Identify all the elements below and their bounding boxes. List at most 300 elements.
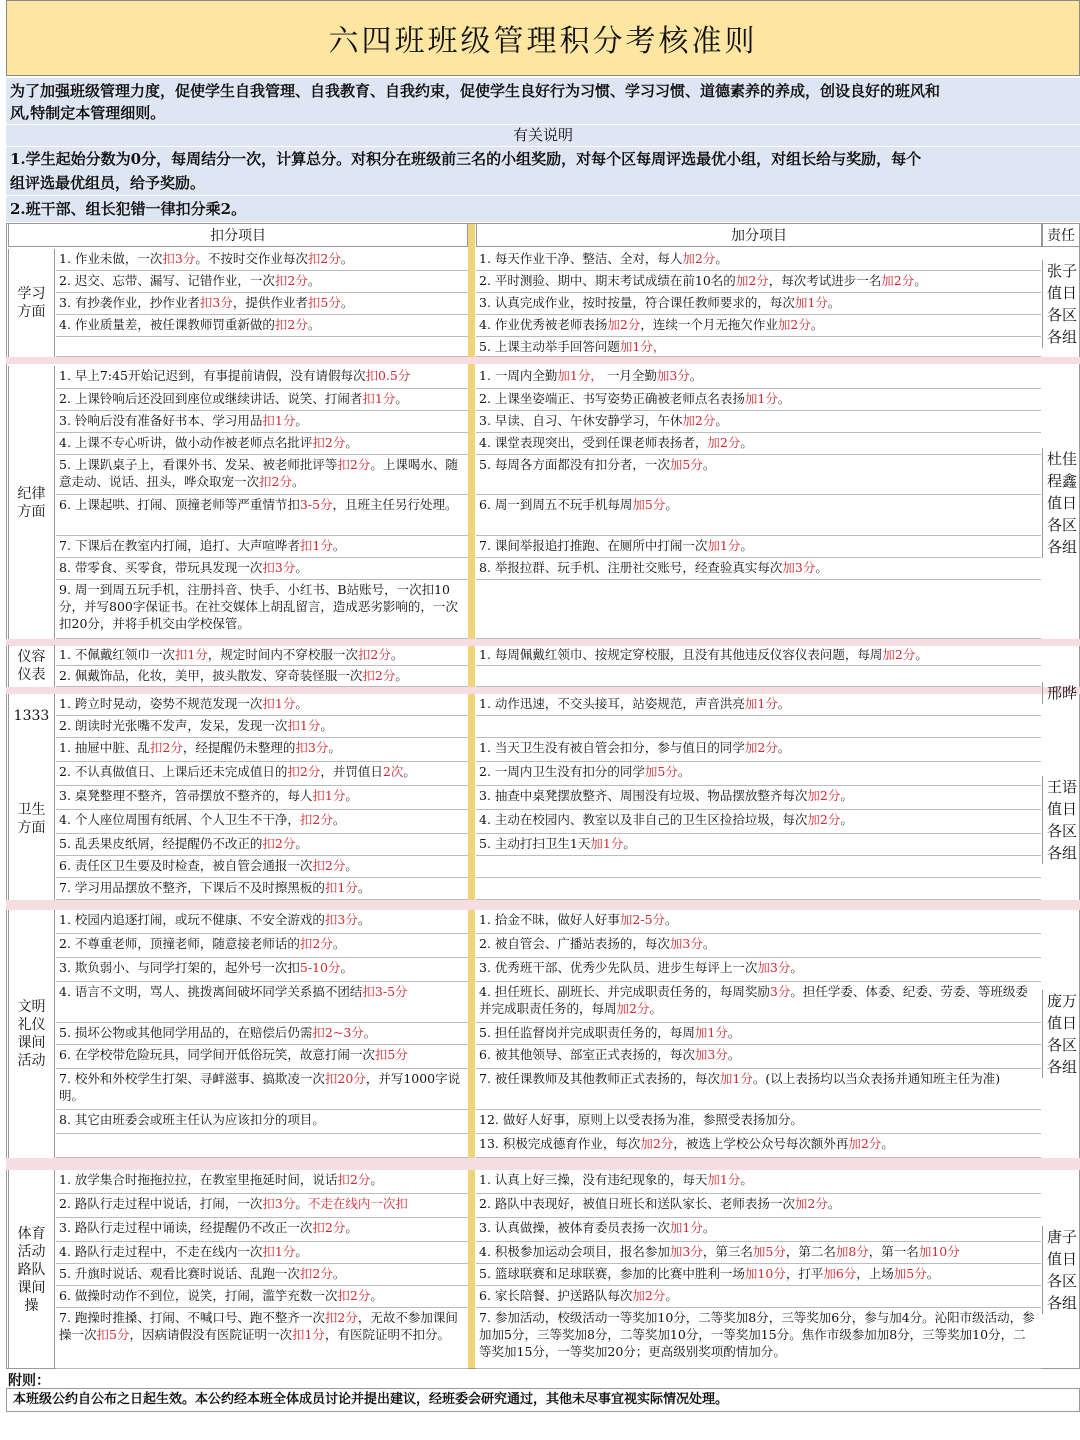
deduct-header: 扣分项目 — [8, 223, 468, 247]
deduct-row — [56, 1069, 468, 1110]
rule-text: 。 — [332, 538, 346, 553]
add-row — [476, 1308, 1041, 1369]
deduct-row — [56, 1045, 468, 1069]
points-value: 不走在线内一次扣 — [307, 1196, 408, 1211]
rule-text: 。 — [727, 1047, 741, 1062]
rule-text: 。 — [810, 317, 824, 332]
points-value: 加2分 — [616, 1001, 650, 1016]
deduct-row — [56, 934, 468, 958]
rule-text: 4. 积极参加运动会项目，报名参加 — [479, 1244, 670, 1259]
rule-text: 。 — [915, 647, 928, 662]
points-value: 加2分 — [807, 812, 841, 827]
points-value: 扣1分 — [299, 538, 333, 553]
rule-text: 。 — [320, 718, 333, 733]
rule-text: 2. 迟交、忘带、漏写、记错作业，一次 — [59, 273, 275, 288]
rule-text: 。 — [715, 413, 728, 428]
points-value: 扣2分 — [299, 936, 333, 951]
points-value: 加1分 — [590, 836, 624, 851]
rule-text: 。 — [345, 1220, 358, 1235]
section-label: 1333 — [8, 694, 55, 738]
deduct-row — [56, 694, 468, 716]
points-value: 扣2分 — [312, 858, 346, 873]
responsible-name: 各组 — [1047, 844, 1078, 862]
rule-text: ，打平 — [785, 1266, 824, 1281]
responsible-cell — [1042, 260, 1080, 348]
add-row — [476, 455, 1041, 495]
rule-text: 。 — [363, 1025, 377, 1040]
rule-text: ，第一名 — [868, 1244, 919, 1259]
deduct-row — [56, 786, 468, 810]
rule-text: 6. 在学校带危险玩具，同学间开低俗玩笑，故意打闹一次 — [59, 1047, 375, 1062]
rule-text: 。 — [740, 1172, 753, 1187]
points-value: 加2分 — [640, 1136, 674, 1151]
deduct-row — [56, 810, 468, 834]
points-value: 扣3分 — [324, 912, 358, 927]
points-value: 扣5分 — [96, 1327, 130, 1342]
points-value: 加2分 — [882, 647, 916, 662]
rule-text: 。 — [926, 1266, 940, 1281]
add-row — [476, 834, 1041, 856]
points-value: 扣1分 — [362, 391, 396, 406]
rule-text: 。 — [370, 1288, 383, 1303]
rule-text: 。 — [881, 1136, 894, 1151]
rule-text: 2. 一周内卫生没有扣分的同学 — [479, 764, 645, 779]
rule-text: 。不按时交作业每次 — [195, 251, 308, 266]
add-row — [476, 293, 1041, 315]
rule-text: 5. 主动打扫卫生1天 — [479, 836, 591, 851]
add-row — [476, 810, 1041, 834]
deduct-row — [56, 455, 468, 495]
deduct-row — [56, 1134, 468, 1158]
points-value: 扣2分 — [299, 1266, 333, 1281]
points-value: 加1分 — [794, 295, 828, 310]
rule-text: 。 — [295, 836, 308, 851]
rule-text: ，第二名 — [785, 1244, 836, 1259]
add-row — [476, 910, 1041, 934]
points-value: 扣1分 — [324, 880, 358, 895]
rule-text: 7. 学习用品摆放不整齐，下课后不及时擦黑板的 — [59, 880, 325, 895]
rule-text: 2. 不认真做值日、上课后还未完成值日的 — [59, 764, 288, 779]
deduct-row — [56, 366, 468, 389]
points-value: 扣2分 — [337, 457, 371, 472]
responsible-name: 各区 — [1047, 1272, 1078, 1290]
points-value: 加2分 — [794, 1196, 828, 1211]
points-value: 加2分 — [881, 273, 915, 288]
rule-text: 。 — [665, 497, 678, 512]
points-value: 加1分 — [694, 1025, 728, 1040]
deduct-row — [56, 910, 468, 934]
rule-text: 1. 不佩戴红领巾一次 — [59, 647, 175, 662]
rule-text: ，被选上学校公众号每次额外再 — [673, 1136, 849, 1151]
points-value: 加3分 — [669, 936, 703, 951]
points-value: 扣2分 — [262, 836, 296, 851]
deduct-row — [56, 495, 468, 536]
rule-text: 。 — [395, 391, 408, 406]
rule-text: 。 — [840, 788, 853, 803]
rule-text: 。 — [815, 560, 828, 575]
points-value: 扣20分 — [324, 1071, 366, 1086]
points-value: 加1分 — [719, 1071, 753, 1086]
points-value: 加2分 — [848, 1136, 882, 1151]
add-header: 加分项目 — [476, 223, 1042, 247]
rule-text: 6. 被其他领导、部室正式表扬的，每次 — [479, 1047, 695, 1062]
rule-text: 。 — [395, 668, 408, 683]
deduct-row — [56, 536, 468, 558]
rule-text: 。 — [328, 740, 341, 755]
deduct-row — [56, 834, 468, 856]
rule-text: 。 — [702, 936, 716, 951]
add-row — [476, 1170, 1041, 1194]
responsible-name: 各组 — [1047, 1058, 1078, 1076]
deduct-row — [56, 958, 468, 982]
points-value: 加1分 — [669, 1220, 703, 1235]
rule-text: 5. 每周各方面都没有扣分者，一次 — [479, 457, 670, 472]
add-row — [476, 934, 1041, 958]
responsible-name: 值日 — [1047, 800, 1078, 818]
rule-text: 3. 早读、自习、午休安静学习，午休 — [479, 413, 683, 428]
points-value: 扣2分 — [149, 740, 183, 755]
add-row — [476, 337, 1041, 357]
column-divider — [468, 223, 475, 1369]
rule-text: ，第三名 — [702, 1244, 753, 1259]
responsible-cell — [1042, 448, 1080, 558]
points-value: 扣1分 — [312, 788, 346, 803]
responsible-cell — [1042, 682, 1080, 704]
intro-line-2: 风,特制定本管理细则。 — [10, 104, 166, 122]
rule-text: 。 — [665, 912, 678, 927]
points-value: 3-5分 — [299, 497, 333, 512]
points-value: 扣2分 — [312, 1220, 346, 1235]
rule-text: 。 — [307, 317, 321, 332]
rule-text: 。 — [295, 1196, 308, 1211]
points-value: 扣1分 — [262, 696, 296, 711]
points-value: 加3分 — [757, 960, 791, 975]
points-value: 加2分 — [682, 251, 716, 266]
responsible-name: 值日 — [1047, 494, 1078, 512]
rule-text: 6. 家长陪餐、护送路队每次 — [479, 1288, 633, 1303]
rule-text: 1. 当天卫生没有被自管会扣分，参与值日的同学 — [479, 740, 745, 755]
points-value: 加5分 — [893, 1266, 927, 1281]
rule-text: 1. 跨立时晃动，姿势不规范发现一次 — [59, 696, 263, 711]
rule-text: ，连续一个月无拖欠作业 — [640, 317, 778, 332]
add-row — [476, 694, 1041, 716]
deduct-row — [56, 1242, 468, 1264]
rule-text: 7. 被任课教师及其他教师正式表扬的，每次 — [479, 1071, 720, 1086]
add-row — [476, 249, 1041, 271]
points-value: 加10分 — [744, 1266, 786, 1281]
points-value: 加8分 — [835, 1244, 869, 1259]
deduct-row — [56, 1023, 468, 1045]
responsible-name: 杜佳 — [1047, 450, 1078, 468]
points-value: 加6分 — [823, 1266, 857, 1281]
rule-text: 7. 跑操时推搡、打闹、不喊口号、跑不整齐一次 — [59, 1310, 325, 1325]
points-value: 加5分 — [644, 764, 678, 779]
rule-text: 3. 有抄袭作业，抄作业者 — [59, 295, 200, 310]
add-row — [476, 958, 1041, 982]
add-row — [476, 558, 1041, 580]
responsible-name: 庞万 — [1047, 992, 1078, 1010]
resp-header: 责任 — [1042, 223, 1080, 247]
rule-text: 。 — [340, 960, 354, 975]
rule-text: 13. 积极完成德育作业，每次 — [479, 1136, 641, 1151]
deduct-row — [56, 1110, 468, 1134]
rule-text: ，每次考试进步一名 — [768, 273, 882, 288]
rule-text: 5. 损坏公物或其他同学用品的，在赔偿后仍需 — [59, 1025, 313, 1040]
rule-text: 5. 担任监督岗并完成职责任务的，每周 — [479, 1025, 695, 1040]
add-row — [476, 878, 1041, 900]
deduct-row — [56, 1218, 468, 1242]
add-row — [476, 433, 1041, 455]
responsible-name: 王语 — [1047, 778, 1078, 796]
points-value: 加10分 — [918, 1244, 960, 1259]
points-value: 扣1分 — [174, 647, 208, 662]
rule-text: 1. 一周内全勤 — [479, 368, 558, 383]
rule-text: 。 — [677, 764, 691, 779]
points-value: 加2分 — [607, 317, 641, 332]
rule-text: 5. 升旗时说话、观看比赛时说话、乱跑一次 — [59, 1266, 300, 1281]
rule-text: 1. 每周佩戴红领巾、按规定穿校服，且没有其他违反仪容仪表问题，每周 — [479, 647, 883, 662]
deduct-row — [56, 271, 468, 293]
rule-text: 2. 佩戴饰品，化妆，美甲，披头散发、穿奇装怪服一次 — [59, 668, 363, 683]
add-row — [476, 1023, 1041, 1045]
rule-text: 2. 被自管会、广播站表扬的，每次 — [479, 936, 670, 951]
points-value: 扣2分 — [259, 474, 292, 489]
section-separator — [6, 687, 1080, 694]
rule-text: 。 — [345, 435, 358, 450]
points-value: 加1分 — [744, 391, 778, 406]
deduct-row — [56, 738, 468, 762]
rule-text: 7. 参加活动，校级活动一等奖加10分，二等奖加8分，三等奖加6分，参与加4分。沁阳市级活动，参加加5分，三等奖加8分，二等奖加10分，一等奖加15分。焦作市级参加加8分，三等奖加10分，二等奖加15分，一等奖加20分；更高级别奖项酌情加分。 — [479, 1310, 1035, 1359]
points-value: 加2分 — [707, 435, 741, 450]
points-value: 加1分 — [744, 696, 778, 711]
rule-text: 1. 抽屉中脏、乱 — [59, 740, 150, 755]
rule-text: 。 — [827, 1196, 841, 1211]
footer-text: 本班级公约自公布之日起生效。本公约经本班全体成员讨论并提出建议，经班委会研究通过，其他未尽事宜视实际情况处理。 — [6, 1388, 1080, 1412]
rule-text: 。 — [840, 812, 853, 827]
points-value: 扣3分 — [199, 295, 233, 310]
rule-text: 。 — [827, 295, 841, 310]
responsible-name: 各区 — [1047, 822, 1078, 840]
section-separator — [6, 1158, 1080, 1170]
rule-text: 4. 作业质量差，被任课教师罚重新做的 — [59, 317, 275, 332]
rule-text: ，且班主任另行处理。 — [332, 497, 458, 512]
rule-text: 8. 举报拉群、玩手机、注册社交账号，经查验真实每次 — [479, 560, 783, 575]
rule-text: 4. 个人座位周围有纸屑、个人卫生不干净， — [59, 812, 300, 827]
add-row — [476, 645, 1041, 666]
points-value: 扣2分 — [357, 647, 391, 662]
rule-text: 1. 作业未做，一次 — [59, 251, 163, 266]
rule-text: 2. 朗读时光张嘴不发声，发呆，发现一次 — [59, 718, 288, 733]
rule-text: 6. 上课起哄、打闹、顶撞老师等严重情节扣 — [59, 497, 300, 512]
rule-text: 5. 篮球联赛和足球联赛，参加的比赛中胜利一场 — [479, 1266, 745, 1281]
rule-text: 。 — [295, 1244, 308, 1259]
deduct-row — [56, 580, 468, 639]
rule-text: 。 — [345, 788, 358, 803]
points-value: 扣2~3分 — [312, 1025, 364, 1040]
responsible-name: 值日 — [1047, 1250, 1078, 1268]
rule-text: 8. 带零食、买零食，带玩具发现一次 — [59, 560, 263, 575]
rule-text: 。 — [777, 740, 791, 755]
rule-text: 12. 做好人好事，原则上以受表扬为准，参照受表扬加分。 — [479, 1112, 803, 1127]
deduct-row — [56, 1286, 468, 1308]
points-value: 扣1分 — [287, 718, 321, 733]
responsible-name: 唐子 — [1047, 1228, 1078, 1246]
points-value: 加3分 — [669, 1244, 703, 1259]
add-row — [476, 1218, 1041, 1242]
points-value: 扣1分 — [291, 1327, 325, 1342]
rule-text: 5. 上课趴桌子上，看课外书、发呆、被老师批评等 — [59, 457, 338, 472]
rule-text: 。上课喝水、随意走动、说话、扭头，哗众取宠一次 — [59, 457, 458, 489]
rule-text: ，提供作业者 — [232, 295, 308, 310]
rule-text: 6. 责任区卫生要及时检查，被自管会通报一次 — [59, 858, 313, 873]
rule-text: 3. 优秀班干部、优秀少先队员、进步生每评上一次 — [479, 960, 758, 975]
points-value: 扣2分 — [287, 764, 321, 779]
add-row — [476, 580, 1041, 639]
rule-text: 。(以上表扬均以当众表扬并通知班主任为准) — [752, 1071, 1001, 1086]
rule-text: 。 — [689, 368, 703, 383]
rule-text: 4. 课堂表现突出，受到任课老师表扬者， — [479, 435, 708, 450]
responsible-name: 各区 — [1047, 1036, 1078, 1054]
rule-text: 1. 校园内追逐打闹，或玩不健康、不安全游戏的 — [59, 912, 325, 927]
responsible-name: 邢晔 — [1047, 684, 1078, 702]
rule-text: 1. 放学集合时拖拖拉拉，在教室里拖延时间，说话 — [59, 1172, 338, 1187]
section-label: 纪律 方面 — [8, 366, 55, 639]
deduct-row — [56, 389, 468, 411]
rule-text: 4. 作业优秀被老师表扬 — [479, 317, 608, 332]
rule-text: 。 — [914, 273, 927, 288]
rule-text: ，规定时间内不穿校服一次 — [207, 647, 358, 662]
responsible-cell — [1042, 1226, 1080, 1314]
rule-text: 。 — [740, 538, 753, 553]
rule-text: ，上场 — [856, 1266, 894, 1281]
rule-text: 4. 语言不文明，骂人、挑拨离间破坏同学关系搞不团结 — [59, 984, 363, 999]
responsible-name: 程鑫 — [1047, 472, 1078, 490]
page-title: 六四班班级管理积分考核准则 — [6, 0, 1080, 76]
notes-header: 有关说明 — [6, 125, 1080, 146]
rule-text: 。担任学委、体委、纪委、劳委、等班级委并完成职责任务的，每周 — [479, 984, 1028, 1016]
responsible-cell — [1042, 776, 1080, 864]
points-value: 扣1分 — [262, 1244, 296, 1259]
rule-text: ，因病请假没有医院证明一次 — [129, 1327, 292, 1342]
points-value: 扣2分 — [312, 435, 346, 450]
points-value: 扣2分 — [337, 1172, 371, 1187]
points-value: 扣2分 — [307, 251, 341, 266]
rule-text: 。 — [340, 251, 354, 266]
rule-text: 。 — [623, 836, 636, 851]
rule-text: 2. 上课坐姿端正、书写姿势正确被老师点名表扬 — [479, 391, 745, 406]
points-value: 加3分 — [782, 560, 816, 575]
add-row — [476, 271, 1041, 293]
rule-text: 2. 路队行走过程中说话，打闹，一次 — [59, 1196, 263, 1211]
points-value: 加2分 — [735, 273, 769, 288]
rule-text: 4. 担任班长、副班长、并完成职责任务的，每周奖励 — [479, 984, 770, 999]
rule-text: 。 — [345, 858, 358, 873]
deduct-row — [56, 1170, 468, 1194]
rule-text: ，无故不参加课间操一次 — [59, 1310, 458, 1342]
points-value: 扣2分 — [274, 273, 308, 288]
rule-text: 一月全勤 — [602, 368, 657, 383]
rule-text: 。 — [740, 435, 753, 450]
rule-text: 。 — [777, 391, 791, 406]
section-separator — [6, 357, 1080, 364]
rule-text: 。 — [715, 251, 728, 266]
rule-text: 2. 平时测验、期中、期末考试成绩在前10名的 — [479, 273, 736, 288]
deduct-row — [56, 645, 468, 666]
rule-text: 。 — [727, 1025, 741, 1040]
rule-text: 。 — [390, 647, 404, 662]
points-value: 加2分 — [682, 413, 716, 428]
points-value: 扣2分 — [324, 1310, 358, 1325]
note-1-line-2: 组评选最优组员，给予奖励。 — [10, 174, 206, 192]
points-value: 扣1分 — [262, 413, 296, 428]
deduct-row — [56, 315, 468, 337]
responsible-name: 张子 — [1047, 262, 1078, 280]
rule-text: 。 — [332, 812, 346, 827]
appendix-label: 附则： — [8, 1373, 50, 1389]
rule-text: 3. 认真做操，被体育委员表扬一次 — [479, 1220, 670, 1235]
rule-text: 。 — [403, 764, 416, 779]
deduct-row — [56, 558, 468, 580]
rule-text: 。 — [291, 474, 305, 489]
rule-text: 2. 上课铃响后还没回到座位或继续讲话、说笑、打闹者 — [59, 391, 363, 406]
points-value: 扣2分 — [337, 1288, 371, 1303]
rule-text: 。 — [790, 960, 803, 975]
add-row — [476, 1134, 1041, 1158]
rule-text: ，经提醒仍未整理的 — [182, 740, 296, 755]
rule-text: 3. 抽查中桌凳摆放整齐、周围没有垃圾、物品摆放整齐每次 — [479, 788, 808, 803]
add-row — [476, 1110, 1041, 1134]
points-value: 加1分， — [619, 339, 666, 354]
points-value: 加5分 — [752, 1244, 786, 1259]
add-row — [476, 786, 1041, 810]
rule-text: 。 — [777, 696, 791, 711]
note-2: 2.班干部、组长犯错一律扣分乘2。 — [6, 196, 1080, 222]
add-row — [476, 716, 1041, 738]
points-value: 扣3分 — [262, 1196, 296, 1211]
deduct-row — [56, 666, 468, 687]
deduct-row — [56, 337, 468, 357]
points-value: 扣5分 — [374, 1047, 408, 1062]
rule-text: 4. 路队行走过程中，不走在线内一次 — [59, 1244, 263, 1259]
add-row — [476, 495, 1041, 536]
rule-text: 。 — [332, 936, 346, 951]
points-value: 5-10分 — [299, 960, 341, 975]
note-1 — [6, 147, 1080, 195]
rule-text: 3. 欺负弱小、与同学打架的，起外号一次扣 — [59, 960, 300, 975]
rule-text: 3. 路队行走过程中诵读，经提醒仍不改正一次 — [59, 1220, 313, 1235]
section-label: 仪容 仪表 — [8, 645, 55, 687]
deduct-row — [56, 293, 468, 315]
rule-text: 5. 上课主动举手回答问题 — [479, 339, 620, 354]
responsible-name: 值日 — [1047, 1014, 1078, 1032]
responsible-name: 值日 — [1047, 284, 1078, 302]
rule-text: 7. 下课后在教室内打闹，追打、大声喧哗者 — [59, 538, 300, 553]
deduct-row — [56, 856, 468, 878]
rule-text: 3. 桌凳整理不整齐，笤帚摆放不整齐的，每人 — [59, 788, 313, 803]
points-value: 扣3分 — [162, 251, 196, 266]
rule-text: 1. 认真上好三操，没有违纪现象的，每天 — [479, 1172, 708, 1187]
responsible-name: 各组 — [1047, 1294, 1078, 1312]
rule-text: 。 — [370, 1172, 383, 1187]
responsible-name: 各区 — [1047, 516, 1078, 534]
rule-text: 。 — [702, 457, 716, 472]
rule-text: 。 — [702, 1220, 716, 1235]
add-row — [476, 315, 1041, 337]
intro-line-1: 为了加强班级管理力度，促使学生自我管理、自我教育、自我约束，促使学生良好行为习惯、学习习惯、道德素养的养成，创设良好的班风和 — [10, 82, 941, 100]
points-value: 加2分 — [777, 317, 811, 332]
points-value: 加5分 — [632, 497, 666, 512]
add-row — [476, 536, 1041, 558]
